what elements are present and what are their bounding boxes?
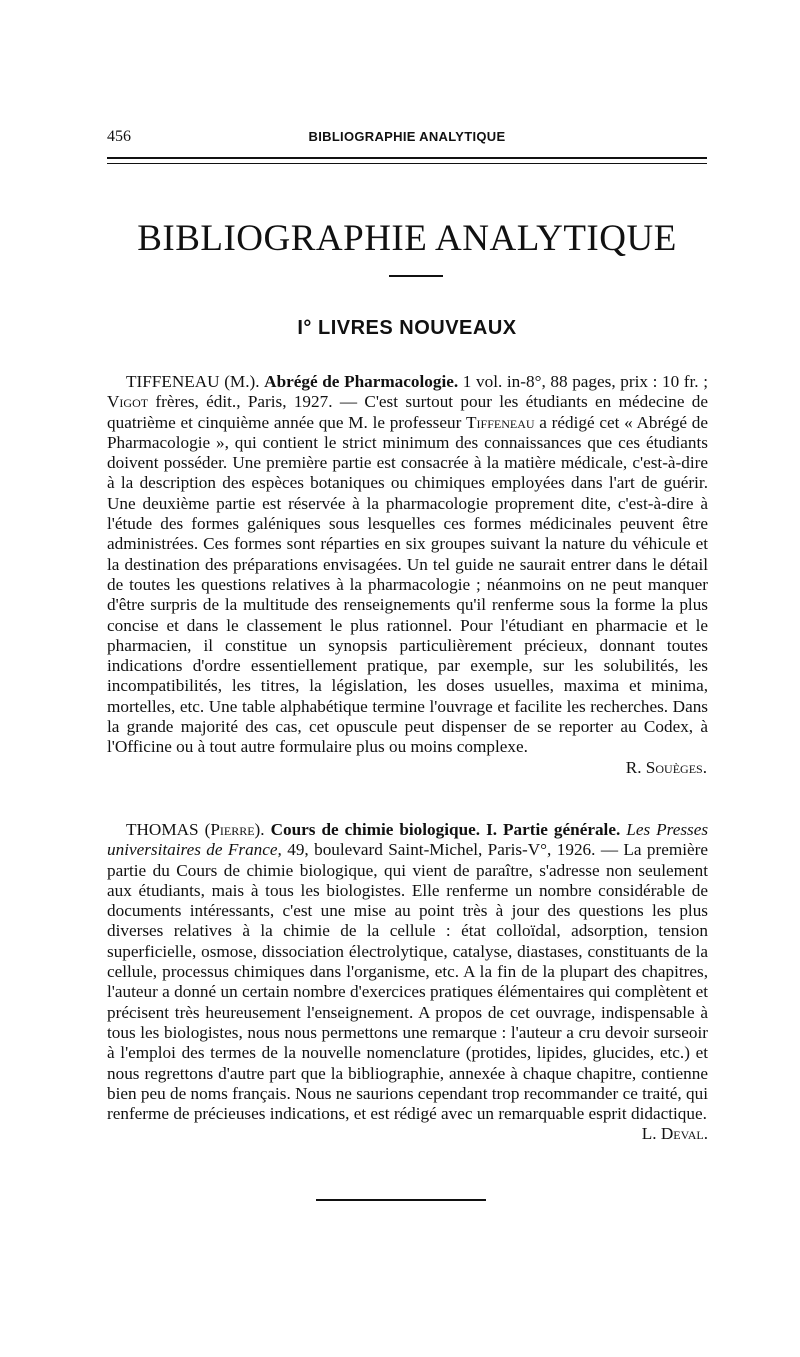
entry-signature: R. Souèges. [625, 757, 707, 777]
header-rule-thin [107, 163, 707, 164]
entry-book-title: Cours de chimie biologique. I. Partie générale. [270, 820, 621, 839]
entry-professor: Tiffeneau [466, 412, 535, 432]
entry-book-title: Abrégé de Pharmacologie. [264, 372, 459, 391]
section-heading: I° LIVRES NOUVEAUX [297, 317, 517, 339]
entry-publisher-name: Vigot [107, 392, 149, 412]
review-entry-tiffeneau [107, 372, 708, 778]
running-head [107, 128, 707, 148]
entry-publisher: Les Presses universitaires de France, [107, 820, 709, 860]
header-rule-thick [107, 157, 707, 159]
page-title: BIBLIOGRAPHIE ANALYTIQUE [137, 218, 677, 259]
running-title: BIBLIOGRAPHIE ANALYTIQUE [308, 129, 506, 144]
title-rule [389, 275, 443, 277]
page-number: 456 [107, 128, 131, 145]
entry-author: THOMAS [126, 820, 199, 839]
review-entry-thomas [107, 820, 708, 1145]
review-paragraph [107, 820, 709, 1144]
entry-details: 1 vol. in-8°, 88 pages, prix : 10 fr. ; [458, 372, 708, 391]
entry-author-first: (Pierre). [204, 820, 265, 839]
entry-signature: L. Deval. [641, 1124, 708, 1144]
entry-details-2: frères, édit., Paris, 1927. — C'est surtout pour les étudiants en médecine de quatrième et cinquième année que M. le professeur [107, 392, 708, 432]
entry-body: a rédigé cet « Abrégé de Pharmacologie », qui contient le strict minimum des connaissances que ces étudiants doivent posséder. Une première partie est consacrée à la matière médicale, c'est-à-dire à la description des espèces botaniques ou chimiques employées dans l'art de guérir. Une deuxième partie est réservée à la pharmacologie proprement dite, c'est-à-dire à l'étude des formes galéniques sous lesquelles ces formes médicinales peuvent être administrées. Ces formes sont réparties en six groupes suivant la nature du véhicule et la destination des préparations envisagées. Un tel guide ne saurait entrer dans le détail de toutes les questions relatives à la pharmacologie ; néanmoins on ne peut manquer d'être surpris de la multitude des renseignements qu'il renferme sous la forme la plus concise et dans le classement le plus rationnel. Pour l'étudiant en pharmacie et le pharmacien, il constitue un synopsis particulièrement précieux, donnant toutes indications d'ordre essentiellement pratique, par exemple, sur les solubilités, les incompatibilités, les titres, la législation, les doses usuelles, maxima et minima, mortelles, etc. Une table alphabétique termine l'ouvrage et facilite les recherches. Dans la grande majorité des cas, cet opuscule peut dispenser de se reporter au Codex, à l'Officine ou à tout autre formulaire plus ou moins complexe. [107, 412, 708, 757]
review-paragraph [107, 372, 708, 758]
entry-body: 49, boulevard Saint-Michel, Paris-V°, 1926. — La première partie du Cours de chimie biologique, qui vient de paraître, s'adresse non seulement aux étudiants, mais à tous les biologistes. Elle renferme un nombre considérable de documents intéressants, c'est une mise au point très à jour des questions les plus diverses relatives à la chimie de la cellule : état colloïdal, adsorption, tension superficielle, osmose, dissociation électrolytique, catalyse, diastases, constituants de la cellule, processus chimiques dans l'organisme, etc. A la fin de la plupart des chapitres, l'auteur a donné un certain nombre d'exercices pratiques élémentaires qui complètent et précisent très heureusement l'enseignement. A propos de cet ouvrage, indispensable à tous les biologistes, nous nous permettons une remarque : l'auteur a cru devoir surseoir à l'emploi des termes de la nouvelle nomenclature (protides, lipides, glucides, etc.) et nous regrettons d'autre part que la bibliographie, annexée à chaque chapitre, contienne bien peu de noms français. Nous ne saurions cependant trop recommander ce traité, qui renferme de précieuses indications, et est rédigé avec un remarquable esprit didactique. [107, 840, 709, 1124]
entry-author: TIFFENEAU (M.). [126, 372, 260, 391]
end-rule [316, 1199, 486, 1201]
